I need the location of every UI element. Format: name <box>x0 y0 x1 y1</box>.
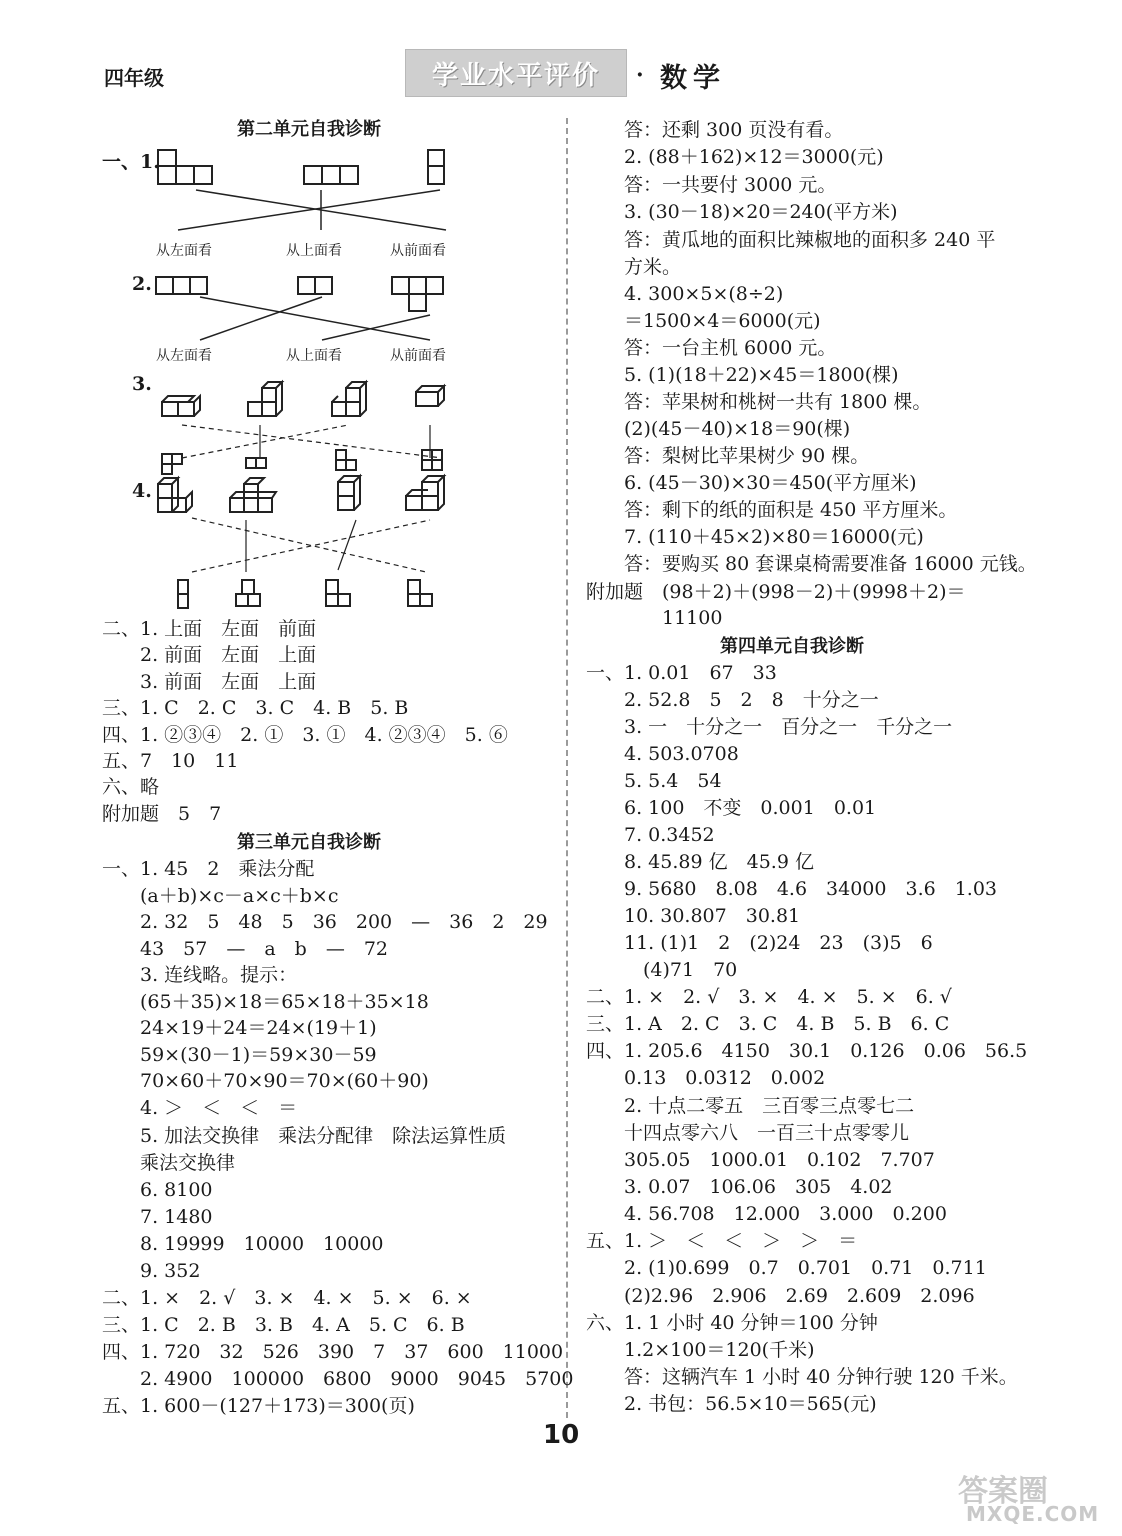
answer-line: 四、1. ②③④ 2. ① 3. ① 4. ②③④ 5. ⑥ <box>102 724 508 746</box>
answer-line: (2)2.96 2.906 2.69 2.609 2.096 <box>586 1285 975 1307</box>
answer-line: 答：一台主机 6000 元。 <box>586 337 837 359</box>
answer-line: 3. 连线略。提示： <box>102 964 298 986</box>
answer-line: 2. 十点二零五 三百零三点零七二 <box>586 1095 915 1117</box>
answer-line: 43 57 — a b — 72 <box>102 938 389 960</box>
answer-line: 2. 4900 100000 6800 9000 9045 5700 <box>102 1368 574 1390</box>
answer-line: 六、略 <box>102 776 160 798</box>
section-title-unit2: 第二单元自我诊断 <box>237 119 381 140</box>
answer-line: 2. 52.8 5 2 8 十分之一 <box>586 689 879 711</box>
answer-line: 3. 前面 左面 上面 <box>102 671 317 693</box>
answer-line: 答：梨树比苹果树少 90 棵。 <box>586 445 870 467</box>
answer-line: 二、1. × 2. √ 3. × 4. × 5. × 6. × <box>102 1287 472 1309</box>
q3-number: 3. <box>132 373 152 395</box>
answer-line: 五、7 10 11 <box>102 750 239 772</box>
answer-line: 三、1. C 2. B 3. B 4. A 5. C 6. B <box>102 1314 465 1336</box>
answer-line: 7. 1480 <box>102 1206 213 1228</box>
answer-line: 2. (1)0.699 0.7 0.701 0.71 0.711 <box>586 1257 987 1279</box>
answer-line: 5. (1)(18＋22)×45＝1800(棵) <box>586 364 899 386</box>
q4-number: 4. <box>132 480 152 502</box>
answer-line: 答：苹果树和桃树一共有 1800 棵。 <box>586 391 932 413</box>
series-banner: 学业水平评价 <box>405 49 627 97</box>
answer-line: 5. 加法交换律 乘法分配律 除法运算性质 <box>102 1125 507 1147</box>
answer-line: (a＋b)×c－a×c＋b×c <box>102 885 339 907</box>
answer-line: (65＋35)×18＝65×18＋35×18 <box>102 991 429 1013</box>
answer-line: 十四点零六八 一百三十点零零儿 <box>586 1122 910 1144</box>
answer-line: ＝1500×4＝6000(元) <box>586 310 821 332</box>
answer-line: 附加题 (98＋2)＋(998－2)＋(9998＋2)＝ <box>586 581 966 603</box>
answer-line: 59×(30－1)＝59×30－59 <box>102 1044 377 1066</box>
answer-line: 二、1. 上面 左面 前面 <box>102 618 317 640</box>
answer-line: 9. 352 <box>102 1260 201 1282</box>
answer-line: 乘法交换律 <box>102 1152 236 1174</box>
section-title-unit4: 第四单元自我诊断 <box>720 636 864 657</box>
answer-line: 70×60＋70×90＝70×(60＋90) <box>102 1070 429 1092</box>
answer-line: 三、1. A 2. C 3. C 4. B 5. B 6. C <box>586 1013 950 1035</box>
answer-line: 24×19＋24＝24×(19＋1) <box>102 1017 377 1039</box>
view-label-top-2: 从上面看 <box>286 348 342 364</box>
grade-label: 四年级 <box>104 66 164 90</box>
answer-line: 7. 0.3452 <box>586 824 715 846</box>
answer-line: 一、1. 0.01 67 33 <box>586 662 777 684</box>
answer-line: 答：一共要付 3000 元。 <box>586 174 837 196</box>
answer-line: 4. 503.0708 <box>586 743 739 765</box>
view-label-left: 从左面看 <box>156 243 212 259</box>
q1-number: 一、1. <box>102 151 160 173</box>
view-label-front-2: 从前面看 <box>390 348 446 364</box>
answer-line: 4. 56.708 12.000 3.000 0.200 <box>586 1203 947 1225</box>
answer-line: 6. 8100 <box>102 1179 213 1201</box>
answer-line: 10. 30.807 30.81 <box>586 905 801 927</box>
watermark-logo: 答案圈 <box>958 1474 1048 1509</box>
answer-line: 附加题 5 7 <box>102 803 222 825</box>
answer-line: 6. 100 不变 0.001 0.01 <box>586 797 877 819</box>
section-title-unit3: 第三单元自我诊断 <box>237 832 381 853</box>
view-label-top: 从上面看 <box>286 243 342 259</box>
answer-line: 答：还剩 300 页没有看。 <box>586 119 844 141</box>
answer-line: (4)71 70 <box>586 959 738 981</box>
answer-line: 答：剩下的纸的面积是 450 平方厘米。 <box>586 499 958 521</box>
answer-line: 四、1. 205.6 4150 30.1 0.126 0.06 56.5 <box>586 1040 1028 1062</box>
answer-line: 答：黄瓜地的面积比辣椒地的面积多 240 平 <box>586 229 996 251</box>
watermark-url: MXQE.COM <box>966 1502 1100 1526</box>
view-label-front: 从前面看 <box>390 243 446 259</box>
answer-line: 六、1. 1 小时 40 分钟＝100 分钟 <box>586 1312 878 1334</box>
answer-line: 3. (30－18)×20＝240(平方米) <box>586 201 898 223</box>
view-diagram-svg <box>100 140 560 620</box>
answer-line: 答：要购买 80 套课桌椅需要准备 16000 元钱。 <box>586 553 1037 575</box>
answer-line: 8. 19999 10000 10000 <box>102 1233 384 1255</box>
answer-line: 2. 书包：56.5×10＝565(元) <box>586 1393 877 1415</box>
answer-line: 四、1. 720 32 526 390 7 37 600 11000 <box>102 1341 564 1363</box>
answer-line: 2. 32 5 48 5 36 200 — 36 2 29 <box>102 911 548 933</box>
header-separator: · <box>636 62 644 88</box>
answer-line: 五、1. 600－(127＋173)＝300(页) <box>102 1395 415 1417</box>
answer-line: 3. 0.07 106.06 305 4.02 <box>586 1176 893 1198</box>
answer-line: 二、1. × 2. √ 3. × 4. × 5. × 6. √ <box>586 986 952 1008</box>
answer-line: 答：这辆汽车 1 小时 40 分钟行驶 120 千米。 <box>586 1366 1018 1388</box>
answer-line: 一、1. 45 2 乘法分配 <box>102 858 315 880</box>
answer-line: 2. 前面 左面 上面 <box>102 644 317 666</box>
answer-line: 0.13 0.0312 0.002 <box>586 1067 826 1089</box>
answer-line: 9. 5680 8.08 4.6 34000 3.6 1.03 <box>586 878 998 900</box>
answer-line: 11. (1)1 2 (2)24 23 (3)5 6 <box>586 932 933 954</box>
page-number: 10 <box>543 1420 580 1450</box>
answer-line: 五、1. ＞ ＜ ＜ ＞ ＞ ＝ <box>586 1230 858 1252</box>
answer-line: 2. (88＋162)×12＝3000(元) <box>586 146 884 168</box>
answer-line: 11100 <box>586 607 723 629</box>
answer-line: 8. 45.89 亿 45.9 亿 <box>586 851 814 873</box>
answer-line: 3. 一 十分之一 百分之一 千分之一 <box>586 716 953 738</box>
answer-line: 305.05 1000.01 0.102 7.707 <box>586 1149 935 1171</box>
answer-line: 7. (110＋45×2)×80＝16000(元) <box>586 526 924 548</box>
answer-line: (2)(45－40)×18＝90(棵) <box>586 418 851 440</box>
view-label-left-2: 从左面看 <box>156 348 212 364</box>
answer-line: 5. 5.4 54 <box>586 770 722 792</box>
answer-line: 4. ＞ ＜ ＜ ＝ <box>102 1097 298 1119</box>
q2-number: 2. <box>132 273 152 295</box>
view-diagrams <box>100 140 560 620</box>
answer-line: 三、1. C 2. C 3. C 4. B 5. B <box>102 697 409 719</box>
column-divider <box>566 118 568 1418</box>
answer-line: 4. 300×5×(8÷2) <box>586 283 784 305</box>
subject-label: 数学 <box>660 63 726 94</box>
answer-line: 6. (45－30)×30＝450(平方厘米) <box>586 472 917 494</box>
answer-line: 1.2×100＝120(千米) <box>586 1339 815 1361</box>
answer-line: 方米。 <box>586 256 682 278</box>
